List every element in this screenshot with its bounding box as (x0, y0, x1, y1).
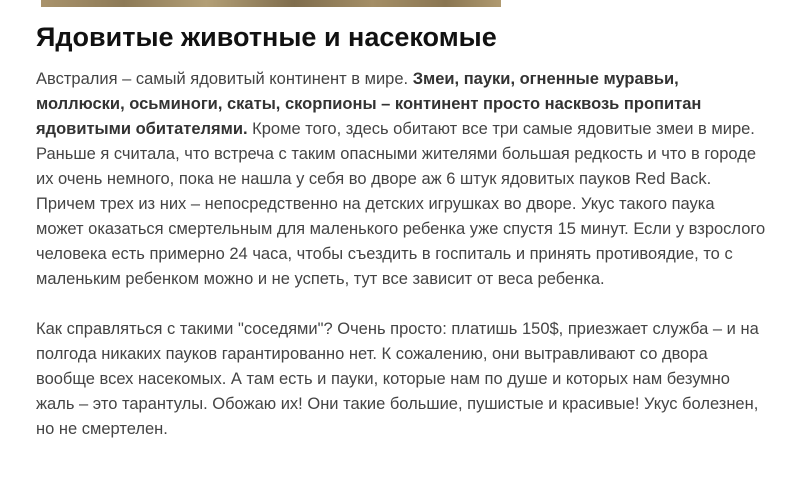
section-heading: Ядовитые животные и насекомые (36, 22, 497, 52)
paragraph-bold-text: Змеи, пауки, огненные муравьи, моллюски, осьминоги, скаты, скорпионы – континент просто насквозь пропитан ядовитыми обитателями. (36, 70, 702, 138)
article-photo (41, 0, 501, 7)
paragraph-text: Кроме того, здесь обитают все три самые ядовитые змеи в мире. Раньше я считала, что встреча с таким опасными жителями большая редкость и что в городе их очень немного, пока не нашла у себя во дворе аж 6 штук ядовитых пауков Red Back. Причем трех из них – непосредственно на детских игрушках во дворе. Укус такого паука может оказаться смертельным для маленького ребенка уже спустя 15 минут. Если у взрослого человека есть примерно 24 часа, чтобы съездить в госпиталь и принять противоядие, то с маленьким ребенком можно и не успеть, тут все зависит от веса ребенка. (36, 120, 766, 288)
paragraph-venomous-intro (36, 67, 766, 292)
paragraph-pest-control: Как справляться с такими "соседями"? Очень просто: платишь 150$, приезжает служба – и на полгода никаких пауков гарантированно нет. К сожалению, они вытравливают со двора вообще всех насекомых. А там есть и пауки, которые нам по душе и которых нам безумно жаль – это тарантулы. Обожаю их! Они такие большие, пушистые и красивые! Укус болезнен, но не смертелен. (36, 320, 759, 438)
paragraph-text: Австралия – самый ядовитый континент в мире. (36, 70, 413, 88)
article-body (36, 67, 766, 467)
